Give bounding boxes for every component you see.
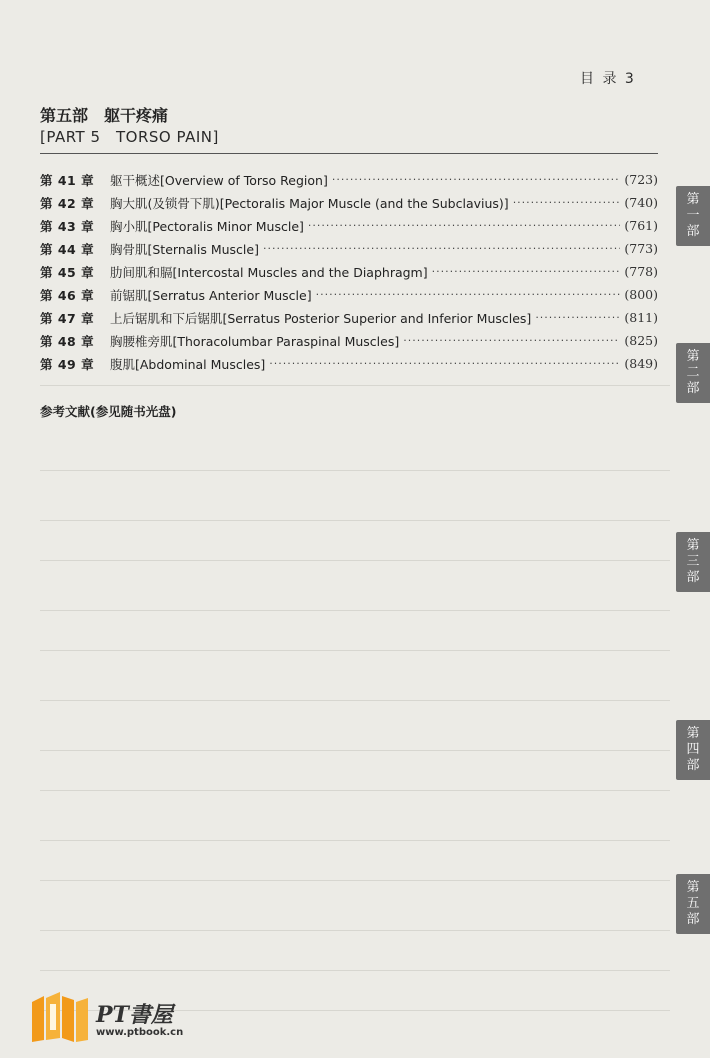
- leader-dots: [316, 288, 621, 301]
- books-icon: [30, 992, 90, 1044]
- page-number: (778): [624, 264, 658, 279]
- leader-dots: [513, 196, 621, 209]
- side-tab-part-1[interactable]: 第 一 部: [676, 186, 710, 246]
- section-divider: [40, 153, 658, 154]
- leader-dots: [263, 242, 620, 255]
- toc-entry[interactable]: [40, 352, 658, 375]
- page-number: (723): [624, 172, 658, 187]
- logo-url: www.ptbook.cn: [96, 1027, 184, 1038]
- leader-dots: [308, 219, 620, 232]
- part-title-chinese: 第五部 躯干疼痛: [40, 106, 169, 125]
- chapter-number: 第 41 章: [40, 172, 95, 188]
- toc-entry[interactable]: [40, 260, 658, 283]
- page-number: (761): [624, 218, 658, 233]
- page-number: (849): [624, 356, 658, 371]
- page-number: (773): [624, 241, 658, 256]
- leader-dots: [269, 357, 620, 370]
- side-tab-part-5[interactable]: 第 五 部: [676, 874, 710, 934]
- chapter-number: 第 47 章: [40, 310, 95, 326]
- chapter-number: 第 46 章: [40, 287, 95, 303]
- toc-entry[interactable]: [40, 191, 658, 214]
- side-tab-part-2[interactable]: 第 二 部: [676, 343, 710, 403]
- toc-entry[interactable]: [40, 168, 658, 191]
- leader-dots: [403, 334, 620, 347]
- chapter-title: 胸大肌(及锁骨下肌)[Pectoralis Major Muscle (and the Subclavius)]: [110, 195, 509, 211]
- side-tab-part-4[interactable]: 第 四 部: [676, 720, 710, 780]
- references-note[interactable]: 参考文献(参见随书光盘): [40, 404, 177, 419]
- chapter-title: 胸小肌[Pectoralis Minor Muscle]: [110, 218, 304, 234]
- logo-title: PT書屋: [96, 1002, 173, 1028]
- watermark-logo: [30, 992, 183, 1044]
- chapter-number: 第 43 章: [40, 218, 95, 234]
- leader-dots: [432, 265, 621, 278]
- chapter-number: 第 45 章: [40, 264, 95, 280]
- page-number: (740): [624, 195, 658, 210]
- leader-dots: [332, 173, 621, 186]
- toc-entry[interactable]: [40, 214, 658, 237]
- chapter-number: 第 42 章: [40, 195, 95, 211]
- side-tab-part-3[interactable]: 第 三 部: [676, 532, 710, 592]
- chapter-number: 第 48 章: [40, 333, 95, 349]
- table-of-contents: [40, 168, 658, 375]
- chapter-title: 躯干概述[Overview of Torso Region]: [110, 172, 328, 188]
- page-header-label: 目 录 3: [580, 71, 636, 87]
- toc-entry[interactable]: [40, 283, 658, 306]
- leader-dots: [535, 311, 620, 324]
- chapter-number: 第 49 章: [40, 356, 95, 372]
- chapter-title: 胸腰椎旁肌[Thoracolumbar Paraspinal Muscles]: [110, 333, 400, 349]
- chapter-number: 第 44 章: [40, 241, 95, 257]
- page-number: (811): [624, 310, 658, 325]
- chapter-title: 肋间肌和膈[Intercostal Muscles and the Diaphragm]: [110, 264, 428, 280]
- toc-entry[interactable]: [40, 306, 658, 329]
- page-number: (800): [624, 287, 658, 302]
- toc-entry[interactable]: [40, 329, 658, 352]
- chapter-title: 腹肌[Abdominal Muscles]: [110, 356, 266, 372]
- chapter-title: 上后锯肌和下后锯肌[Serratus Posterior Superior and Inferior Muscles]: [110, 310, 532, 326]
- page-number: (825): [624, 333, 658, 348]
- toc-entry[interactable]: [40, 237, 658, 260]
- chapter-title: 胸骨肌[Sternalis Muscle]: [110, 241, 259, 257]
- chapter-title: 前锯肌[Serratus Anterior Muscle]: [110, 287, 312, 303]
- part-title-english: [PART 5 TORSO PAIN]: [40, 128, 219, 146]
